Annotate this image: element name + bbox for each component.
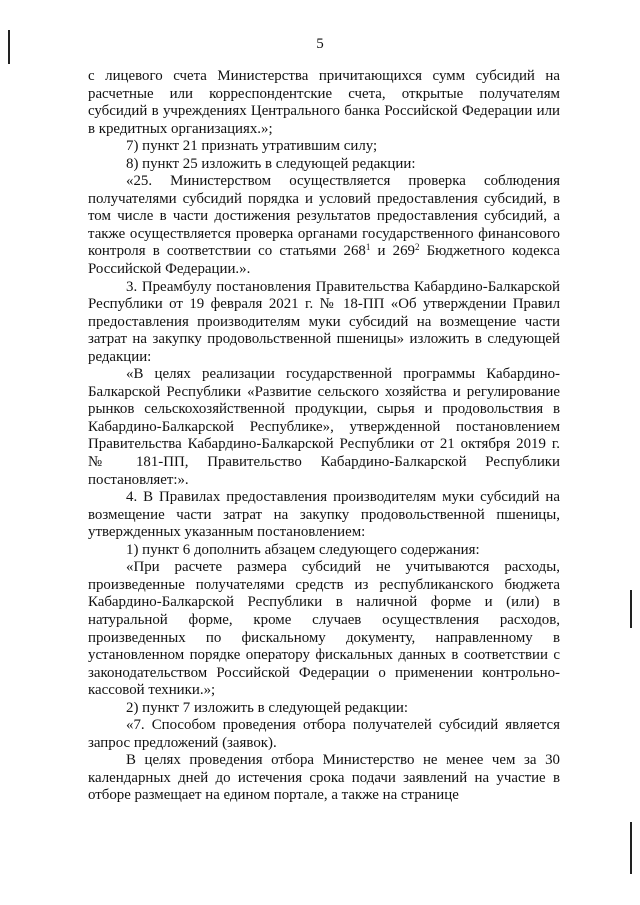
paragraph: «При расчете размера субсидий не учитываются расходы, произведенные получателями средств из республиканского бюджета Кабардино-Балкарской Республики в наличной форме и (или) в натуральной форме, кроме случаев осуществления расходов, произведенных по фискальному документу, направленному в установленном порядке оператору фискальных данных в соответствии с законодательством Российской Федерации о применении контрольно-кассовой техники.»; — [88, 559, 560, 699]
document-body — [88, 68, 560, 805]
paragraph: «7. Способом проведения отбора получателей субсидий является запрос предложений (заявок). — [88, 717, 560, 751]
paragraph: В целях проведения отбора Министерство не менее чем за 30 календарных дней до истечения срока подачи заявлений на участие в отборе размещает на едином портале, а также на странице — [88, 752, 560, 804]
page-number: 5 — [316, 36, 324, 52]
paragraph: с лицевого счета Министерства причитающихся сумм субсидий на расчетные или корреспондентские счета, открытые получателям субсидий в учреждениях Центрального банка Российской Федерации или в кредитных организациях.»; — [88, 68, 560, 137]
paragraph: 1) пункт 6 дополнить абзацем следующего содержания: — [126, 541, 480, 558]
paragraph-text: «25. Министерством осуществляется проверка соблюдения получателями субсидий порядка и условий предоставления субсидий, в том числе в части достижения результатов предоставления субсидий, а также осуществляется проверка органами государственного финансового контроля в соответствии со статьями 268 — [88, 173, 560, 260]
paragraph-article-25 — [88, 173, 560, 278]
scan-edge-mark-right-lower — [630, 822, 632, 874]
scan-edge-mark-right-upper — [630, 590, 632, 628]
footnote-superscript: 1 — [365, 242, 371, 253]
footnote-superscript: 2 — [414, 242, 420, 253]
paragraph: 8) пункт 25 изложить в следующей редакции: — [126, 155, 416, 172]
paragraph: 3. Преамбулу постановления Правительства Кабардино-Балкарской Республики от 19 февраля 2021 г. № 18-ПП «Об утверждении Правил предоставления производителям муки субсидий на возмещение части затрат на закупку продовольственной пшеницы» изложить в следующей редакции: — [88, 278, 560, 365]
paragraph-text: Бюджетного кодекса Российской Федерации.». — [88, 243, 560, 278]
paragraph: «В целях реализации государственной программы Кабардино-Балкарской Республики «Развитие сельского хозяйства и регулирование рынков сельскохозяйственной продукции, сырья и продовольствия в Кабардино-Балкарской Республике», утвержденной постановлением Правительства Кабардино-Балкарской Республики от 21 октября 2019 г. № 181-ПП, Правительство Кабардино-Балкарской Республики постановляет:». — [88, 366, 560, 488]
paragraph-text: и 269 — [370, 243, 415, 260]
paragraph: 2) пункт 7 изложить в следующей редакции: — [126, 699, 409, 716]
paragraph: 7) пункт 21 признать утратившим силу; — [126, 138, 378, 155]
paragraph: 4. В Правилах предоставления производителям муки субсидий на возмещение части затрат на закупку продовольственной пшеницы, утвержденных указанным постановлением: — [88, 489, 560, 541]
